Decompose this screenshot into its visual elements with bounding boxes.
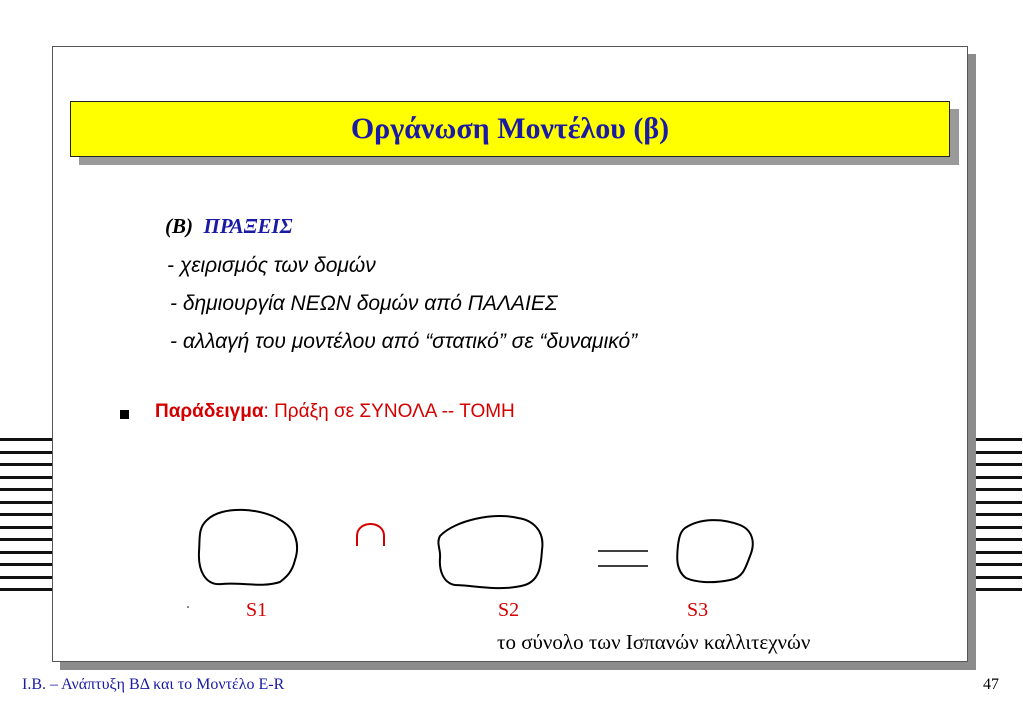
slide-title: Οργάνωση Μοντέλου (β) — [350, 112, 670, 145]
result-caption: το σύνολο των Ισπανών καλλιτεχνών — [497, 630, 811, 654]
section-letter: (Β) — [165, 214, 193, 238]
intersection-symbol-icon — [357, 524, 384, 546]
set-label-s1: S1 — [246, 599, 268, 621]
line-change: - αλλαγή του μοντέλου από “στατικό” σε “δυναμικό” — [170, 330, 638, 353]
line-creation: - δημιουργία ΝΕΩΝ δομών από ΠΑΛΑΙΕΣ — [170, 292, 558, 315]
set-s2-shape — [438, 516, 542, 588]
example-label: Παράδειγμα — [155, 401, 264, 422]
section-title: ΠΡΑΞΕΙΣ — [203, 214, 293, 238]
page-number: 47 — [983, 676, 999, 693]
example-text: : Πράξη σε ΣΥΝΟΛΑ -- ΤΟΜΗ — [263, 401, 515, 422]
stray-dot — [187, 606, 189, 608]
footer-title: Ι.Β. – Ανάπτυξη ΒΔ και το Μοντέλο Ε-R — [22, 676, 285, 693]
line-handling: - χειρισμός των δομών — [167, 254, 376, 277]
set-s3-shape — [677, 520, 753, 582]
set-label-s3: S3 — [687, 599, 709, 621]
set-label-s2: S2 — [498, 599, 520, 621]
set-s1-shape — [199, 510, 297, 585]
